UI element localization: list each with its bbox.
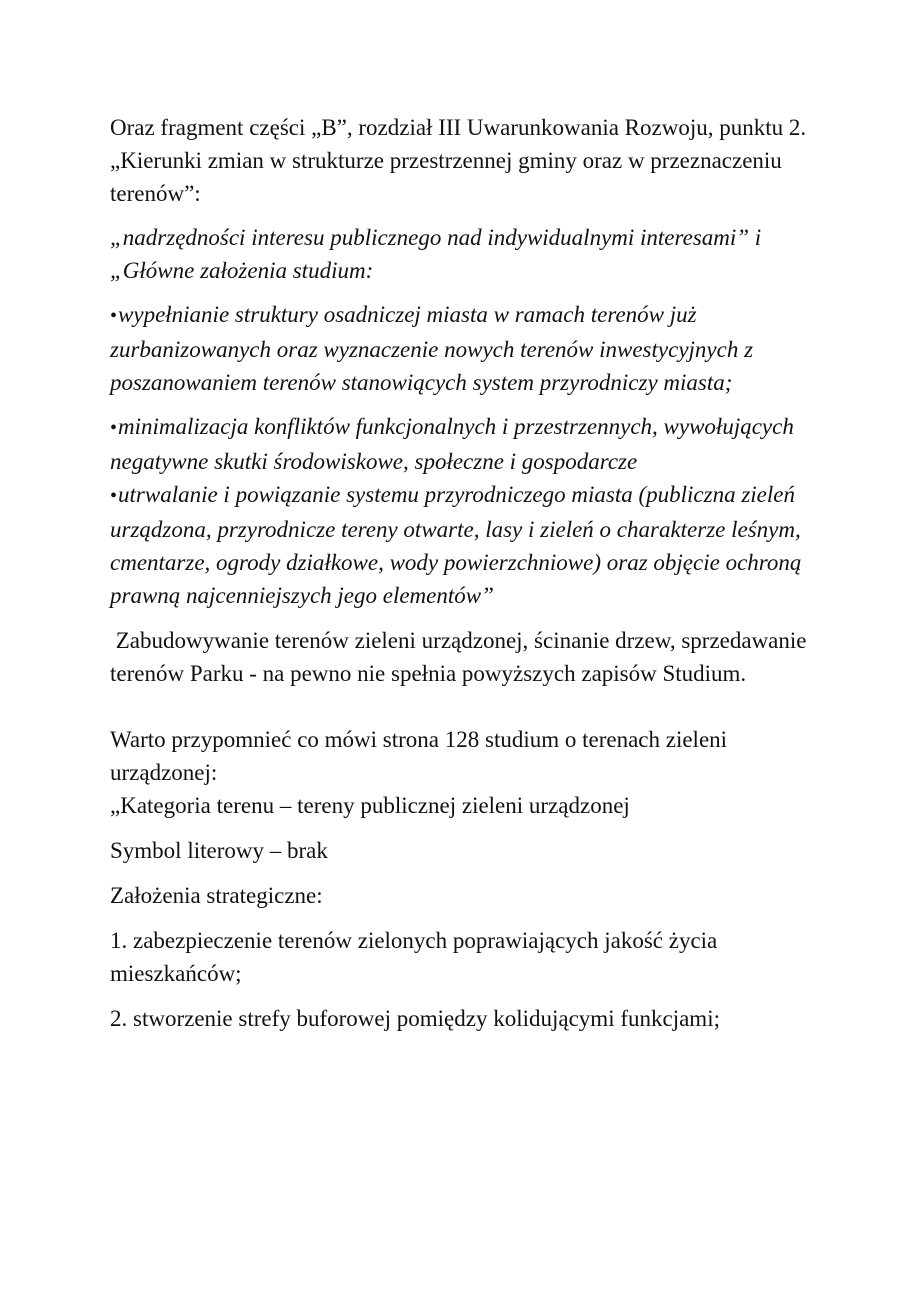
intro-paragraph: Oraz fragment części „B”, rozdział III Uwarunkowania Rozwoju, punktu 2. „Kierunki zmian w strukturze przestrzennej gminy oraz w przeznaczeniu terenów”:	[110, 115, 807, 206]
bullet-icon: •	[110, 417, 118, 439]
bullet-item	[110, 410, 830, 478]
commentary-paragraph: Zabudowywanie terenów zieleni urządzonej, ścinanie drzew, sprzedawanie terenów Parku - na pewno nie spełnia powyższych zapisów Studium.	[110, 628, 813, 686]
bullet-icon: •	[110, 485, 118, 507]
quote-lead: „nadrzędności interesu publicznego nad indywidualnymi interesami” i „Główne założenia studium:	[110, 225, 762, 283]
bullet-item	[110, 478, 830, 612]
category-line: „Kategoria terenu – tereny publicznej zieleni urządzonej	[110, 793, 630, 818]
bullet-text: utrwalanie i powiązanie systemu przyrodniczego miasta (publiczna zieleń urządzona, przyrodnicze tereny otwarte, lasy i zieleń o charakterze leśnym, cmentarze, ogrody działkowe, wody powierzchniowe) oraz objęcie ochroną prawną najcenniejszych jego elementów”	[110, 482, 802, 608]
document-body	[110, 111, 830, 1035]
bullet-icon: •	[110, 305, 118, 327]
assumptions-heading: Założenia strategiczne:	[110, 883, 323, 908]
reminder-paragraph: Warto przypomnieć co mówi strona 128 studium o terenach zieleni urządzonej:	[110, 727, 728, 785]
bullet-text: minimalizacja konfliktów funkcjonalnych i przestrzennych, wywołujących negatywne skutki środowiskowe, społeczne i gospodarcze	[110, 414, 794, 474]
assumption-item: 2. stworzenie strefy buforowej pomiędzy kolidującymi funkcjami;	[110, 1006, 720, 1031]
symbol-line: Symbol literowy – brak	[110, 838, 328, 863]
bullet-text: wypełnianie struktury osadniczej miasta w ramach terenów już zurbanizowanych oraz wyznaczenie nowych terenów inwestycyjnych z poszanowaniem terenów stanowiących system przyrodniczy miasta;	[110, 302, 754, 395]
bullet-item	[110, 298, 830, 399]
assumption-item: 1. zabezpieczenie terenów zielonych poprawiających jakość życia mieszkańców;	[110, 928, 718, 986]
